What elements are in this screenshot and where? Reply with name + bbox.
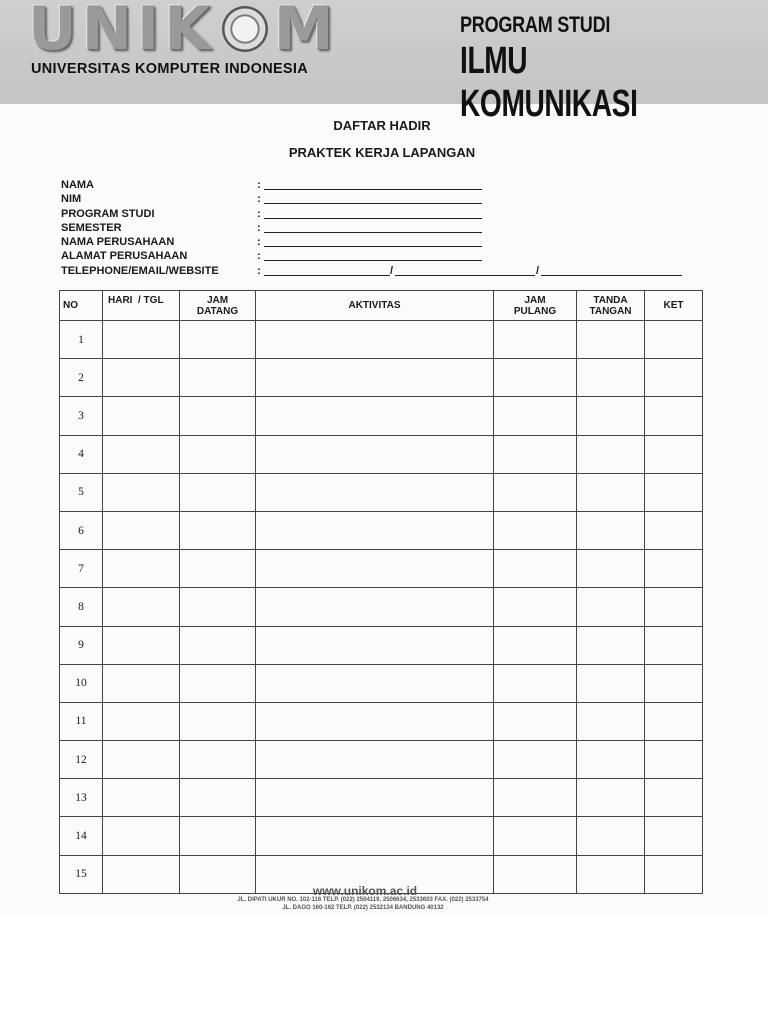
table-row bbox=[60, 817, 703, 855]
jam-pulang-cell[interactable] bbox=[494, 321, 577, 359]
jam-pulang-cell[interactable] bbox=[494, 817, 577, 855]
hari-tgl-cell[interactable] bbox=[103, 664, 180, 702]
tanda-tangan-cell[interactable] bbox=[577, 702, 645, 740]
jam-pulang-cell[interactable] bbox=[494, 435, 577, 473]
aktivitas-cell[interactable] bbox=[256, 817, 494, 855]
table-row bbox=[60, 321, 703, 359]
jam-datang-cell[interactable] bbox=[180, 321, 256, 359]
hari-tgl-cell[interactable] bbox=[103, 473, 180, 511]
footer-website: www.unikom.ac.id bbox=[312, 884, 418, 898]
logo-text-left: UNIK bbox=[28, 0, 216, 64]
hari-tgl-cell[interactable] bbox=[103, 588, 180, 626]
blank-line[interactable] bbox=[264, 232, 482, 233]
row-number: 13 bbox=[60, 779, 103, 817]
table-row bbox=[60, 359, 703, 397]
hari-tgl-cell[interactable] bbox=[103, 550, 180, 588]
row-number: 9 bbox=[60, 626, 103, 664]
jam-pulang-cell[interactable] bbox=[494, 473, 577, 511]
jam-datang-cell[interactable] bbox=[180, 664, 256, 702]
jam-datang-cell[interactable] bbox=[180, 435, 256, 473]
field-colon: : bbox=[257, 250, 261, 263]
row-number: 1 bbox=[60, 321, 103, 359]
letterhead bbox=[0, 0, 768, 125]
aktivitas-cell[interactable] bbox=[256, 779, 494, 817]
jam-pulang-cell[interactable] bbox=[494, 741, 577, 779]
university-seal-icon bbox=[222, 6, 268, 52]
table-row bbox=[60, 588, 703, 626]
hari-tgl-cell[interactable] bbox=[103, 435, 180, 473]
separator-slash: / bbox=[536, 264, 540, 277]
field-nim bbox=[61, 192, 701, 206]
field-telephone-email-website bbox=[61, 264, 701, 278]
ket-cell[interactable] bbox=[645, 511, 703, 549]
tanda-tangan-cell[interactable] bbox=[577, 588, 645, 626]
field-label: NAMA PERUSAHAAN bbox=[61, 236, 175, 249]
blank-line[interactable] bbox=[264, 260, 482, 261]
department-name: ILMU KOMUNIKASI bbox=[460, 40, 638, 125]
separator-slash: / bbox=[390, 264, 394, 277]
university-name: UNIVERSITAS KOMPUTER INDONESIA bbox=[31, 61, 309, 77]
blank-line[interactable] bbox=[264, 189, 482, 190]
hari-tgl-cell[interactable] bbox=[103, 779, 180, 817]
blank-line[interactable] bbox=[264, 246, 482, 247]
table-row bbox=[60, 702, 703, 740]
table-row bbox=[60, 779, 703, 817]
hari-tgl-cell[interactable] bbox=[103, 702, 180, 740]
field-label: SEMESTER bbox=[61, 221, 122, 234]
jam-pulang-cell[interactable] bbox=[494, 550, 577, 588]
blank-line-website[interactable] bbox=[541, 275, 682, 276]
column-header-jam-pulang: JAM PULANG bbox=[494, 291, 577, 321]
row-number: 6 bbox=[60, 511, 103, 549]
row-number: 7 bbox=[60, 550, 103, 588]
tanda-tangan-cell[interactable] bbox=[577, 817, 645, 855]
field-nama bbox=[61, 178, 701, 192]
hari-tgl-cell[interactable] bbox=[103, 741, 180, 779]
tanda-tangan-cell[interactable] bbox=[577, 473, 645, 511]
field-label: ALAMAT PERUSAHAAN bbox=[61, 250, 188, 263]
jam-datang-cell[interactable] bbox=[180, 550, 256, 588]
blank-line-email[interactable] bbox=[395, 275, 535, 276]
jam-datang-cell[interactable] bbox=[180, 702, 256, 740]
tanda-tangan-cell[interactable] bbox=[577, 359, 645, 397]
tanda-tangan-cell[interactable] bbox=[577, 741, 645, 779]
row-number: 8 bbox=[60, 588, 103, 626]
aktivitas-cell[interactable] bbox=[256, 511, 494, 549]
hari-tgl-cell[interactable] bbox=[103, 397, 180, 435]
column-header-ket: KET bbox=[645, 291, 703, 321]
ket-cell[interactable] bbox=[645, 359, 703, 397]
ket-cell[interactable] bbox=[645, 588, 703, 626]
row-number: 4 bbox=[60, 435, 103, 473]
field-colon: : bbox=[257, 236, 261, 249]
logo-text-right: M bbox=[273, 0, 339, 64]
table-row bbox=[60, 550, 703, 588]
field-colon: : bbox=[257, 264, 261, 277]
aktivitas-cell[interactable] bbox=[256, 397, 494, 435]
field-colon: : bbox=[257, 207, 261, 220]
aktivitas-cell[interactable] bbox=[256, 473, 494, 511]
blank-line[interactable] bbox=[264, 218, 482, 219]
field-colon: : bbox=[257, 179, 261, 191]
ket-cell[interactable] bbox=[645, 321, 703, 359]
jam-pulang-cell[interactable] bbox=[494, 702, 577, 740]
jam-datang-cell[interactable] bbox=[180, 817, 256, 855]
row-number: 14 bbox=[60, 817, 103, 855]
table-row bbox=[60, 397, 703, 435]
program-label: PROGRAM STUDI bbox=[460, 12, 611, 37]
unikom-logo bbox=[28, 0, 339, 64]
hari-tgl-cell[interactable] bbox=[103, 511, 180, 549]
jam-datang-cell[interactable] bbox=[180, 741, 256, 779]
jam-pulang-cell[interactable] bbox=[494, 397, 577, 435]
table-row bbox=[60, 511, 703, 549]
tanda-tangan-cell[interactable] bbox=[577, 321, 645, 359]
jam-datang-cell[interactable] bbox=[180, 397, 256, 435]
jam-datang-cell[interactable] bbox=[180, 588, 256, 626]
ket-cell[interactable] bbox=[645, 473, 703, 511]
blank-line-telephone[interactable] bbox=[264, 275, 390, 276]
jam-datang-cell[interactable] bbox=[180, 359, 256, 397]
jam-pulang-cell[interactable] bbox=[494, 626, 577, 664]
aktivitas-cell[interactable] bbox=[256, 702, 494, 740]
column-header-no: NO bbox=[60, 291, 103, 321]
column-header-aktivitas: AKTIVITAS bbox=[256, 291, 494, 321]
row-number: 10 bbox=[60, 664, 103, 702]
footer-address-2: JL. DAGO 160-162 TELP. (022) 2532134 BANDUNG 40132 bbox=[282, 905, 444, 911]
field-label: NIM bbox=[61, 193, 82, 206]
aktivitas-cell[interactable] bbox=[256, 550, 494, 588]
row-number: 12 bbox=[60, 741, 103, 779]
hari-tgl-cell[interactable] bbox=[103, 321, 180, 359]
jam-datang-cell[interactable] bbox=[180, 626, 256, 664]
aktivitas-cell[interactable] bbox=[256, 741, 494, 779]
column-header-jam-datang: JAM DATANG bbox=[180, 291, 256, 321]
table-row bbox=[60, 664, 703, 702]
blank-line[interactable] bbox=[264, 203, 482, 204]
row-number: 11 bbox=[60, 702, 103, 740]
aktivitas-cell[interactable] bbox=[256, 588, 494, 626]
field-alamat-perusahaan bbox=[61, 249, 701, 263]
ket-cell[interactable] bbox=[645, 817, 703, 855]
aktivitas-cell[interactable] bbox=[256, 359, 494, 397]
field-label: TELEPHONE/EMAIL/WEBSITE bbox=[61, 264, 219, 277]
aktivitas-cell[interactable] bbox=[256, 321, 494, 359]
ket-cell[interactable] bbox=[645, 626, 703, 664]
ket-cell[interactable] bbox=[645, 550, 703, 588]
hari-tgl-cell[interactable] bbox=[103, 359, 180, 397]
table-header-row bbox=[60, 291, 703, 321]
field-program-studi bbox=[61, 207, 701, 221]
column-header-hari-tgl: HARI / TGL bbox=[103, 291, 180, 321]
row-number: 2 bbox=[60, 359, 103, 397]
table-row bbox=[60, 741, 703, 779]
tanda-tangan-cell[interactable] bbox=[577, 664, 645, 702]
ket-cell[interactable] bbox=[645, 664, 703, 702]
row-number: 3 bbox=[60, 397, 103, 435]
tanda-tangan-cell[interactable] bbox=[577, 397, 645, 435]
identity-fields bbox=[61, 178, 701, 278]
table-row bbox=[60, 435, 703, 473]
field-label: PROGRAM STUDI bbox=[61, 207, 155, 220]
jam-pulang-cell[interactable] bbox=[494, 779, 577, 817]
field-label: NAMA bbox=[61, 179, 94, 191]
aktivitas-cell[interactable] bbox=[256, 664, 494, 702]
attendance-table bbox=[59, 290, 703, 894]
field-colon: : bbox=[257, 221, 261, 234]
hari-tgl-cell[interactable] bbox=[103, 626, 180, 664]
column-header-tanda-tangan: TANDA TANGAN bbox=[577, 291, 645, 321]
ket-cell[interactable] bbox=[645, 435, 703, 473]
jam-pulang-cell[interactable] bbox=[494, 511, 577, 549]
hari-tgl-cell[interactable] bbox=[103, 817, 180, 855]
ket-cell[interactable] bbox=[645, 741, 703, 779]
tanda-tangan-cell[interactable] bbox=[577, 435, 645, 473]
tanda-tangan-cell[interactable] bbox=[577, 779, 645, 817]
field-semester bbox=[61, 221, 701, 235]
jam-pulang-cell[interactable] bbox=[494, 664, 577, 702]
jam-datang-cell[interactable] bbox=[180, 779, 256, 817]
tanda-tangan-cell[interactable] bbox=[577, 626, 645, 664]
jam-datang-cell[interactable] bbox=[180, 511, 256, 549]
document-subtitle: PRAKTEK KERJA LAPANGAN bbox=[288, 145, 476, 160]
aktivitas-cell[interactable] bbox=[256, 626, 494, 664]
table-row bbox=[60, 473, 703, 511]
field-nama-perusahaan bbox=[61, 235, 701, 249]
tanda-tangan-cell[interactable] bbox=[577, 511, 645, 549]
footer-address-1: JL. DIPATI UKUR NO. 102-116 TELP. (022) 2504119, 2506634, 2533603 FAX. (022) 2533754 bbox=[237, 897, 489, 903]
jam-datang-cell[interactable] bbox=[180, 473, 256, 511]
tanda-tangan-cell[interactable] bbox=[577, 550, 645, 588]
jam-pulang-cell[interactable] bbox=[494, 359, 577, 397]
ket-cell[interactable] bbox=[645, 702, 703, 740]
table-row bbox=[60, 626, 703, 664]
field-colon: : bbox=[257, 193, 261, 206]
aktivitas-cell[interactable] bbox=[256, 435, 494, 473]
ket-cell[interactable] bbox=[645, 397, 703, 435]
row-number: 15 bbox=[60, 855, 103, 893]
document-title: DAFTAR HADIR bbox=[333, 118, 431, 133]
row-number: 5 bbox=[60, 473, 103, 511]
attendance-rows bbox=[60, 321, 703, 894]
ket-cell[interactable] bbox=[645, 779, 703, 817]
jam-pulang-cell[interactable] bbox=[494, 588, 577, 626]
